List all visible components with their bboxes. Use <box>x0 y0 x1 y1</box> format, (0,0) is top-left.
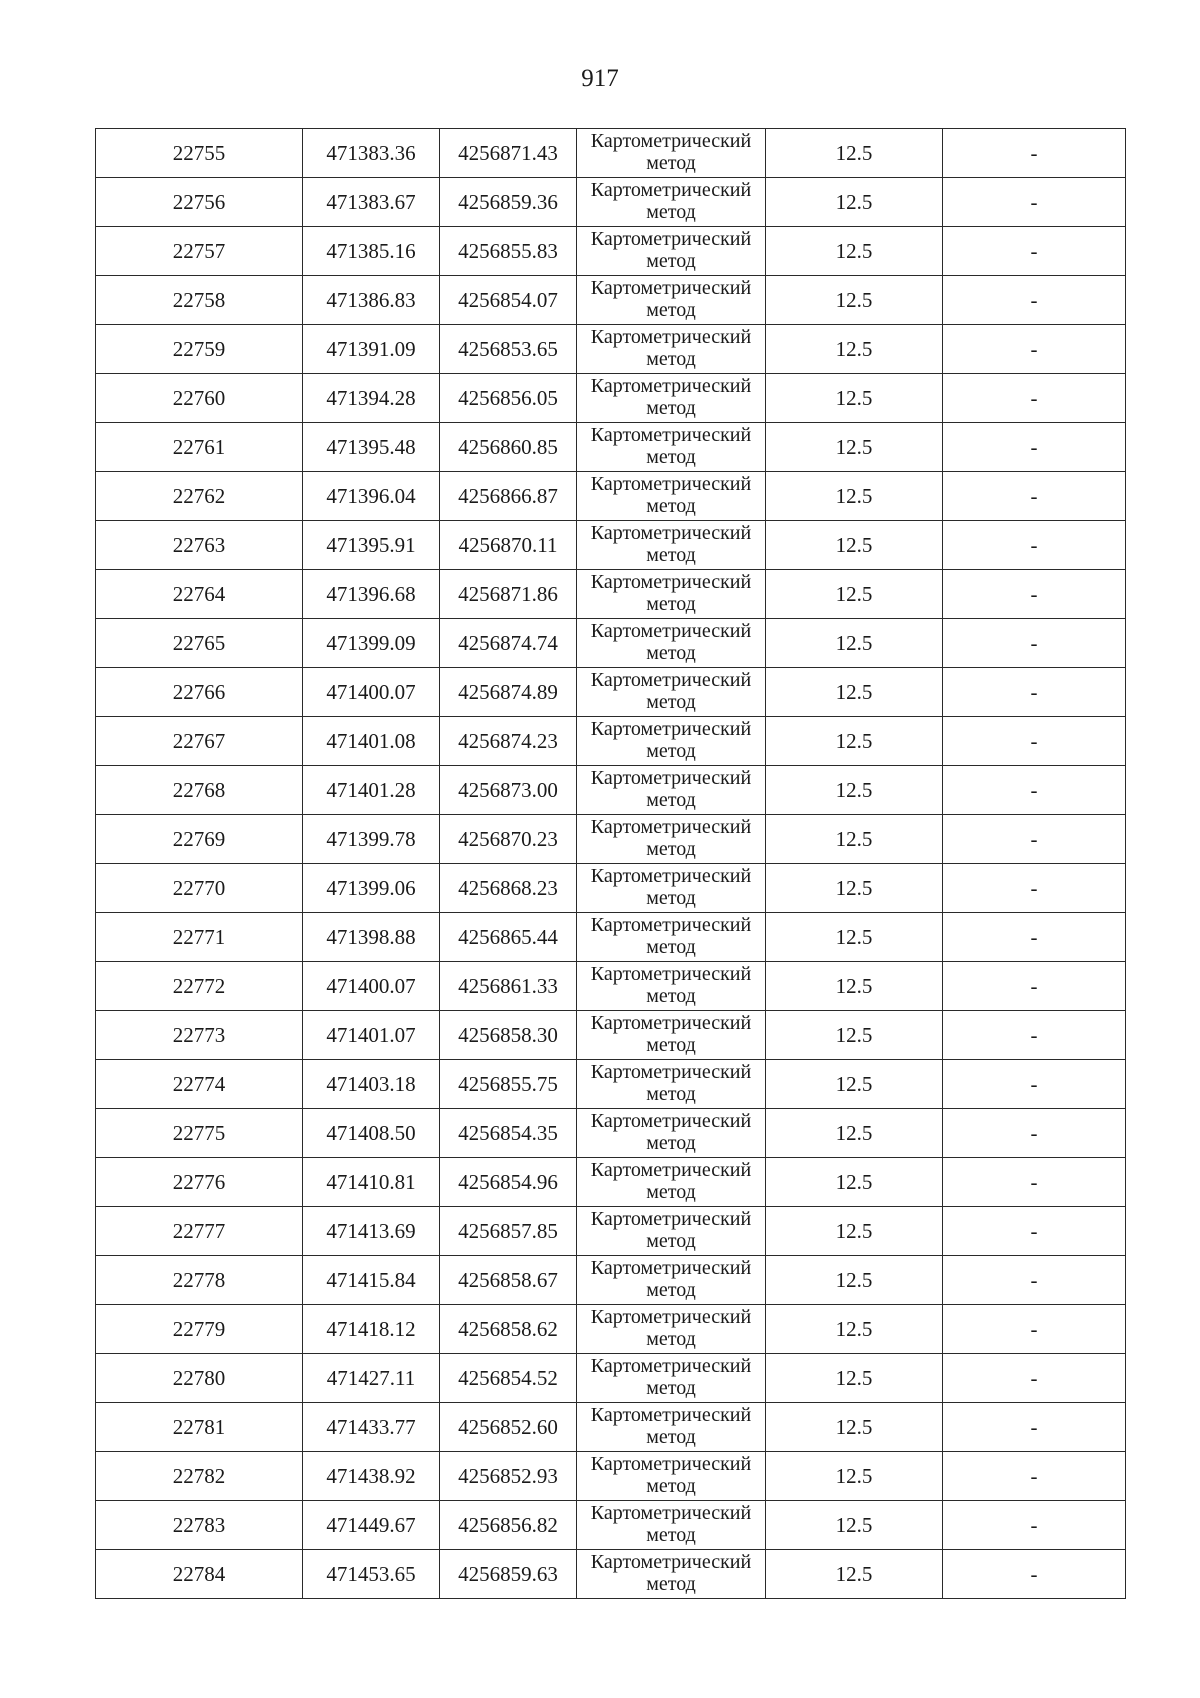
method-line-1: Картометрический <box>590 620 752 643</box>
method-line-1: Картометрический <box>590 1159 752 1182</box>
method-line-1: Картометрический <box>590 767 752 790</box>
note-cell: - <box>943 325 1126 374</box>
point-number-cell: 22769 <box>96 815 303 864</box>
note-cell: - <box>943 864 1126 913</box>
table-row <box>96 472 1126 521</box>
note-cell: - <box>943 1354 1126 1403</box>
note-cell: - <box>943 374 1126 423</box>
x-coordinate-cell: 471418.12 <box>303 1305 440 1354</box>
table-row <box>96 1305 1126 1354</box>
accuracy-cell: 12.5 <box>766 1060 943 1109</box>
method-cell <box>577 1452 766 1501</box>
method-line-2: метод <box>646 1279 696 1301</box>
method-line-1: Картометрический <box>590 375 752 398</box>
method-cell <box>577 1109 766 1158</box>
y-coordinate-cell: 4256854.52 <box>440 1354 577 1403</box>
method-line-2: метод <box>646 1034 696 1056</box>
y-coordinate-cell: 4256873.00 <box>440 766 577 815</box>
x-coordinate-cell: 471410.81 <box>303 1158 440 1207</box>
method-line-1: Картометрический <box>590 1257 752 1280</box>
accuracy-cell: 12.5 <box>766 521 943 570</box>
method-line-2: метод <box>646 250 696 272</box>
method-line-2: метод <box>646 397 696 419</box>
accuracy-cell: 12.5 <box>766 766 943 815</box>
note-cell: - <box>943 1158 1126 1207</box>
method-line-1: Картометрический <box>590 718 752 741</box>
x-coordinate-cell: 471401.08 <box>303 717 440 766</box>
note-cell: - <box>943 913 1126 962</box>
note-cell: - <box>943 423 1126 472</box>
method-cell <box>577 1060 766 1109</box>
point-number-cell: 22761 <box>96 423 303 472</box>
accuracy-cell: 12.5 <box>766 129 943 178</box>
method-cell <box>577 962 766 1011</box>
method-line-2: метод <box>646 1230 696 1252</box>
x-coordinate-cell: 471401.28 <box>303 766 440 815</box>
table-row <box>96 913 1126 962</box>
note-cell: - <box>943 1207 1126 1256</box>
method-line-1: Картометрический <box>590 865 752 888</box>
y-coordinate-cell: 4256857.85 <box>440 1207 577 1256</box>
point-number-cell: 22765 <box>96 619 303 668</box>
table-row <box>96 1109 1126 1158</box>
accuracy-cell: 12.5 <box>766 472 943 521</box>
y-coordinate-cell: 4256866.87 <box>440 472 577 521</box>
y-coordinate-cell: 4256859.36 <box>440 178 577 227</box>
y-coordinate-cell: 4256874.74 <box>440 619 577 668</box>
accuracy-cell: 12.5 <box>766 1256 943 1305</box>
method-line-2: метод <box>646 1083 696 1105</box>
y-coordinate-cell: 4256855.83 <box>440 227 577 276</box>
accuracy-cell: 12.5 <box>766 1158 943 1207</box>
point-number-cell: 22776 <box>96 1158 303 1207</box>
x-coordinate-cell: 471438.92 <box>303 1452 440 1501</box>
method-line-2: метод <box>646 838 696 860</box>
table-row <box>96 1060 1126 1109</box>
accuracy-cell: 12.5 <box>766 1501 943 1550</box>
method-line-2: метод <box>646 642 696 664</box>
x-coordinate-cell: 471400.07 <box>303 962 440 1011</box>
method-line-1: Картометрический <box>590 1502 752 1525</box>
method-line-2: метод <box>646 152 696 174</box>
accuracy-cell: 12.5 <box>766 1207 943 1256</box>
point-number-cell: 22768 <box>96 766 303 815</box>
point-number-cell: 22782 <box>96 1452 303 1501</box>
point-number-cell: 22766 <box>96 668 303 717</box>
note-cell: - <box>943 1305 1126 1354</box>
method-line-1: Картометрический <box>590 277 752 300</box>
method-line-1: Картометрический <box>590 522 752 545</box>
accuracy-cell: 12.5 <box>766 1550 943 1599</box>
method-line-2: метод <box>646 740 696 762</box>
method-line-2: метод <box>646 691 696 713</box>
accuracy-cell: 12.5 <box>766 178 943 227</box>
point-number-cell: 22781 <box>96 1403 303 1452</box>
point-number-cell: 22784 <box>96 1550 303 1599</box>
method-line-2: метод <box>646 1475 696 1497</box>
y-coordinate-cell: 4256856.05 <box>440 374 577 423</box>
method-cell <box>577 1550 766 1599</box>
y-coordinate-cell: 4256865.44 <box>440 913 577 962</box>
method-cell <box>577 717 766 766</box>
method-line-2: метод <box>646 446 696 468</box>
x-coordinate-cell: 471398.88 <box>303 913 440 962</box>
method-cell <box>577 864 766 913</box>
x-coordinate-cell: 471383.36 <box>303 129 440 178</box>
y-coordinate-cell: 4256868.23 <box>440 864 577 913</box>
point-number-cell: 22770 <box>96 864 303 913</box>
method-cell <box>577 521 766 570</box>
point-number-cell: 22762 <box>96 472 303 521</box>
x-coordinate-cell: 471399.06 <box>303 864 440 913</box>
point-number-cell: 22760 <box>96 374 303 423</box>
note-cell: - <box>943 1501 1126 1550</box>
x-coordinate-cell: 471396.68 <box>303 570 440 619</box>
method-line-1: Картометрический <box>590 1355 752 1378</box>
y-coordinate-cell: 4256858.67 <box>440 1256 577 1305</box>
x-coordinate-cell: 471383.67 <box>303 178 440 227</box>
table-row <box>96 1354 1126 1403</box>
point-number-cell: 22783 <box>96 1501 303 1550</box>
method-line-1: Картометрический <box>590 1208 752 1231</box>
method-line-1: Картометрический <box>590 571 752 594</box>
note-cell: - <box>943 276 1126 325</box>
point-number-cell: 22758 <box>96 276 303 325</box>
y-coordinate-cell: 4256852.93 <box>440 1452 577 1501</box>
note-cell: - <box>943 1256 1126 1305</box>
note-cell: - <box>943 178 1126 227</box>
method-line-2: метод <box>646 789 696 811</box>
point-number-cell: 22773 <box>96 1011 303 1060</box>
method-cell <box>577 1305 766 1354</box>
accuracy-cell: 12.5 <box>766 276 943 325</box>
y-coordinate-cell: 4256870.11 <box>440 521 577 570</box>
accuracy-cell: 12.5 <box>766 1403 943 1452</box>
method-line-1: Картометрический <box>590 914 752 937</box>
x-coordinate-cell: 471449.67 <box>303 1501 440 1550</box>
accuracy-cell: 12.5 <box>766 815 943 864</box>
table-row <box>96 1011 1126 1060</box>
method-line-1: Картометрический <box>590 1061 752 1084</box>
method-cell <box>577 227 766 276</box>
point-number-cell: 22763 <box>96 521 303 570</box>
table-row <box>96 570 1126 619</box>
point-number-cell: 22755 <box>96 129 303 178</box>
accuracy-cell: 12.5 <box>766 668 943 717</box>
table-row <box>96 668 1126 717</box>
table-row <box>96 1403 1126 1452</box>
accuracy-cell: 12.5 <box>766 913 943 962</box>
method-cell <box>577 1207 766 1256</box>
y-coordinate-cell: 4256859.63 <box>440 1550 577 1599</box>
note-cell: - <box>943 1060 1126 1109</box>
method-cell <box>577 472 766 521</box>
point-number-cell: 22780 <box>96 1354 303 1403</box>
method-cell <box>577 668 766 717</box>
method-line-2: метод <box>646 1524 696 1546</box>
note-cell: - <box>943 1011 1126 1060</box>
note-cell: - <box>943 129 1126 178</box>
method-line-1: Картометрический <box>590 1110 752 1133</box>
table-row <box>96 1158 1126 1207</box>
table-row <box>96 619 1126 668</box>
point-number-cell: 22777 <box>96 1207 303 1256</box>
method-line-2: метод <box>646 201 696 223</box>
point-number-cell: 22775 <box>96 1109 303 1158</box>
method-cell <box>577 129 766 178</box>
method-line-2: метод <box>646 348 696 370</box>
accuracy-cell: 12.5 <box>766 619 943 668</box>
table-row <box>96 962 1126 1011</box>
method-cell <box>577 619 766 668</box>
table-row <box>96 1452 1126 1501</box>
method-cell <box>577 178 766 227</box>
method-line-1: Картометрический <box>590 1012 752 1035</box>
method-line-2: метод <box>646 1426 696 1448</box>
point-number-cell: 22778 <box>96 1256 303 1305</box>
table-row <box>96 1501 1126 1550</box>
x-coordinate-cell: 471399.09 <box>303 619 440 668</box>
method-cell <box>577 766 766 815</box>
method-line-1: Картометрический <box>590 1453 752 1476</box>
method-line-1: Картометрический <box>590 130 752 153</box>
point-number-cell: 22772 <box>96 962 303 1011</box>
table-row <box>96 1256 1126 1305</box>
y-coordinate-cell: 4256856.82 <box>440 1501 577 1550</box>
note-cell: - <box>943 717 1126 766</box>
table-row <box>96 423 1126 472</box>
table-row <box>96 864 1126 913</box>
accuracy-cell: 12.5 <box>766 1011 943 1060</box>
accuracy-cell: 12.5 <box>766 227 943 276</box>
method-line-2: метод <box>646 1328 696 1350</box>
method-line-1: Картометрический <box>590 669 752 692</box>
accuracy-cell: 12.5 <box>766 962 943 1011</box>
method-line-2: метод <box>646 593 696 615</box>
note-cell: - <box>943 668 1126 717</box>
method-cell <box>577 1501 766 1550</box>
method-cell <box>577 1354 766 1403</box>
method-line-1: Картометрический <box>590 1306 752 1329</box>
y-coordinate-cell: 4256855.75 <box>440 1060 577 1109</box>
accuracy-cell: 12.5 <box>766 1354 943 1403</box>
method-line-1: Картометрический <box>590 1404 752 1427</box>
method-cell <box>577 815 766 864</box>
x-coordinate-cell: 471395.48 <box>303 423 440 472</box>
accuracy-cell: 12.5 <box>766 325 943 374</box>
method-line-2: метод <box>646 887 696 909</box>
method-line-2: метод <box>646 1573 696 1595</box>
x-coordinate-cell: 471400.07 <box>303 668 440 717</box>
method-line-2: метод <box>646 299 696 321</box>
method-cell <box>577 276 766 325</box>
y-coordinate-cell: 4256854.07 <box>440 276 577 325</box>
accuracy-cell: 12.5 <box>766 1305 943 1354</box>
coordinates-table <box>95 128 1126 1599</box>
method-line-1: Картометрический <box>590 473 752 496</box>
table-row <box>96 1550 1126 1599</box>
point-number-cell: 22771 <box>96 913 303 962</box>
table-row <box>96 325 1126 374</box>
method-line-2: метод <box>646 1377 696 1399</box>
method-line-2: метод <box>646 495 696 517</box>
x-coordinate-cell: 471394.28 <box>303 374 440 423</box>
method-cell <box>577 325 766 374</box>
accuracy-cell: 12.5 <box>766 717 943 766</box>
x-coordinate-cell: 471453.65 <box>303 1550 440 1599</box>
accuracy-cell: 12.5 <box>766 1452 943 1501</box>
method-line-2: метод <box>646 1181 696 1203</box>
note-cell: - <box>943 227 1126 276</box>
accuracy-cell: 12.5 <box>766 570 943 619</box>
y-coordinate-cell: 4256871.86 <box>440 570 577 619</box>
y-coordinate-cell: 4256861.33 <box>440 962 577 1011</box>
table-row <box>96 227 1126 276</box>
table-row <box>96 129 1126 178</box>
note-cell: - <box>943 1403 1126 1452</box>
method-cell <box>577 1403 766 1452</box>
x-coordinate-cell: 471386.83 <box>303 276 440 325</box>
point-number-cell: 22756 <box>96 178 303 227</box>
y-coordinate-cell: 4256874.23 <box>440 717 577 766</box>
note-cell: - <box>943 962 1126 1011</box>
method-cell <box>577 1256 766 1305</box>
method-line-2: метод <box>646 936 696 958</box>
x-coordinate-cell: 471408.50 <box>303 1109 440 1158</box>
table-row <box>96 374 1126 423</box>
x-coordinate-cell: 471415.84 <box>303 1256 440 1305</box>
method-line-2: метод <box>646 544 696 566</box>
note-cell: - <box>943 472 1126 521</box>
point-number-cell: 22774 <box>96 1060 303 1109</box>
table-row <box>96 717 1126 766</box>
y-coordinate-cell: 4256860.85 <box>440 423 577 472</box>
point-number-cell: 22767 <box>96 717 303 766</box>
method-cell <box>577 1158 766 1207</box>
point-number-cell: 22779 <box>96 1305 303 1354</box>
method-line-1: Картометрический <box>590 424 752 447</box>
point-number-cell: 22759 <box>96 325 303 374</box>
table-row <box>96 178 1126 227</box>
y-coordinate-cell: 4256858.62 <box>440 1305 577 1354</box>
method-cell <box>577 374 766 423</box>
table-row <box>96 815 1126 864</box>
method-line-1: Картометрический <box>590 326 752 349</box>
x-coordinate-cell: 471395.91 <box>303 521 440 570</box>
x-coordinate-cell: 471385.16 <box>303 227 440 276</box>
note-cell: - <box>943 1109 1126 1158</box>
y-coordinate-cell: 4256871.43 <box>440 129 577 178</box>
method-cell <box>577 570 766 619</box>
table-row <box>96 521 1126 570</box>
note-cell: - <box>943 1550 1126 1599</box>
x-coordinate-cell: 471396.04 <box>303 472 440 521</box>
x-coordinate-cell: 471399.78 <box>303 815 440 864</box>
accuracy-cell: 12.5 <box>766 423 943 472</box>
x-coordinate-cell: 471403.18 <box>303 1060 440 1109</box>
y-coordinate-cell: 4256854.96 <box>440 1158 577 1207</box>
method-cell <box>577 1011 766 1060</box>
x-coordinate-cell: 471401.07 <box>303 1011 440 1060</box>
x-coordinate-cell: 471433.77 <box>303 1403 440 1452</box>
note-cell: - <box>943 619 1126 668</box>
method-line-1: Картометрический <box>590 963 752 986</box>
y-coordinate-cell: 4256874.89 <box>440 668 577 717</box>
accuracy-cell: 12.5 <box>766 1109 943 1158</box>
point-number-cell: 22764 <box>96 570 303 619</box>
note-cell: - <box>943 815 1126 864</box>
method-line-1: Картометрический <box>590 228 752 251</box>
method-cell <box>577 423 766 472</box>
method-line-1: Картометрический <box>590 816 752 839</box>
x-coordinate-cell: 471427.11 <box>303 1354 440 1403</box>
x-coordinate-cell: 471391.09 <box>303 325 440 374</box>
note-cell: - <box>943 570 1126 619</box>
method-cell <box>577 913 766 962</box>
page-number: 917 <box>581 65 619 92</box>
method-line-2: метод <box>646 985 696 1007</box>
y-coordinate-cell: 4256852.60 <box>440 1403 577 1452</box>
table-row <box>96 1207 1126 1256</box>
method-line-1: Картометрический <box>590 179 752 202</box>
note-cell: - <box>943 766 1126 815</box>
coordinates-table-body <box>96 129 1126 1599</box>
accuracy-cell: 12.5 <box>766 864 943 913</box>
method-line-1: Картометрический <box>590 1551 752 1574</box>
table-row <box>96 276 1126 325</box>
table-row <box>96 766 1126 815</box>
point-number-cell: 22757 <box>96 227 303 276</box>
accuracy-cell: 12.5 <box>766 374 943 423</box>
note-cell: - <box>943 521 1126 570</box>
y-coordinate-cell: 4256870.23 <box>440 815 577 864</box>
x-coordinate-cell: 471413.69 <box>303 1207 440 1256</box>
note-cell: - <box>943 1452 1126 1501</box>
method-line-2: метод <box>646 1132 696 1154</box>
y-coordinate-cell: 4256854.35 <box>440 1109 577 1158</box>
y-coordinate-cell: 4256853.65 <box>440 325 577 374</box>
y-coordinate-cell: 4256858.30 <box>440 1011 577 1060</box>
